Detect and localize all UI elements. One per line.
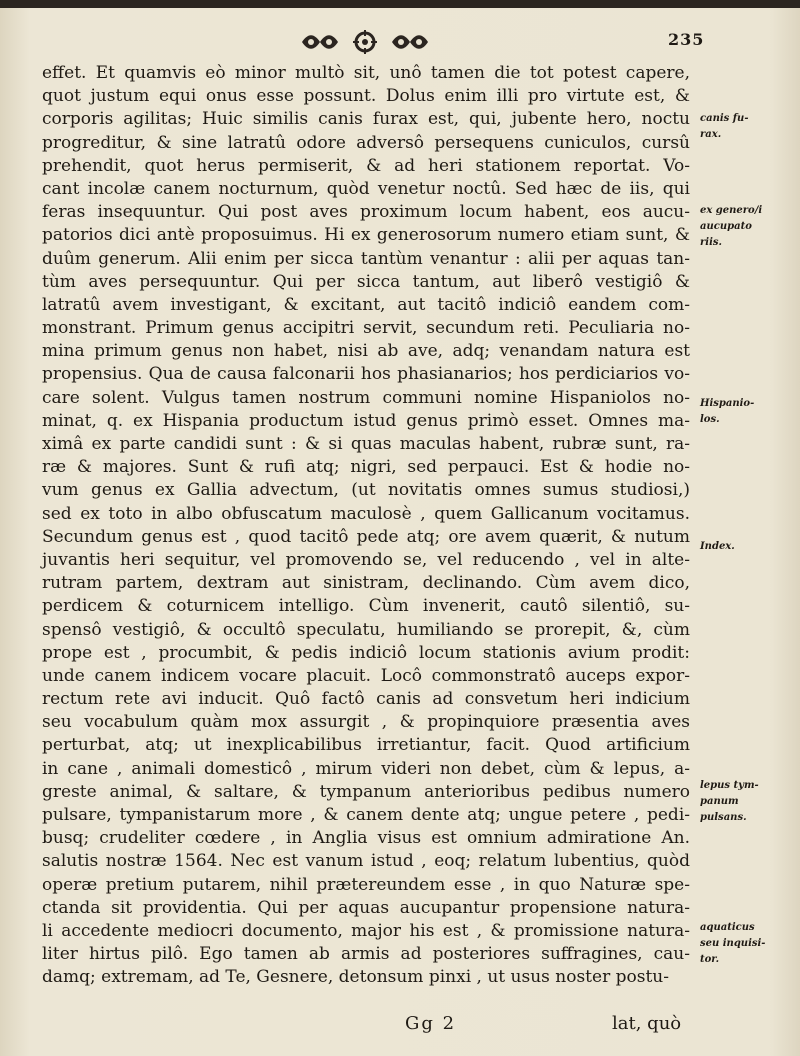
text-line: progreditur, & sine latratû odore adversô persequens cuniculos, cursû: [42, 132, 690, 153]
text-line: monstrant. Primum genus accipitri servit, secundum reti. Peculiaria no-: [42, 318, 690, 339]
text-line: prehendit, quot herus permiserit, & ad heri stationem reportat. Vo-: [42, 155, 690, 176]
marginal-note: panum: [700, 796, 739, 807]
text-line: corporis agilitas; Huic similis canis furax est, qui, jubente hero, noctu: [42, 109, 690, 130]
text-line: juvantis heri sequitur, vel promovendo se, vel reducendo , vel in alte-: [42, 549, 690, 570]
printer-ornament-icon: [300, 30, 430, 54]
marginal-note: aquaticus: [700, 922, 755, 933]
text-line: tùm aves persequuntur. Qui per sicca tantum, aut liberô vestigiô &: [42, 271, 690, 292]
text-line: ximâ ex parte candidi sunt : & si quas maculas habent, rubræ sunt, ra-: [42, 434, 690, 454]
text-line: quot justum equi onus esse possunt. Dolus enim illi pro virtute est, &: [42, 86, 690, 107]
marginal-note: canis fu-: [700, 113, 749, 124]
page-number: 235: [668, 30, 705, 49]
text-line: spensô vestigiô, & occultô speculatu, humiliando se prorepit, &, cùm: [42, 619, 690, 640]
text-line: care solent. Vulgus tamen nostrum communi nomine Hispaniolos no-: [42, 387, 690, 408]
text-line: damq; extremam, ad Te, Gesnere, detonsum pinxi , ut usus noster postu-: [42, 967, 669, 988]
catchword: lat, quò: [612, 1013, 682, 1034]
marginal-note: pulsans.: [700, 812, 747, 823]
text-line: patorios dici antè proposuimus. Hi ex generosorum numero etiam sunt, &: [42, 225, 690, 246]
text-line: rutram partem, dextram aut sinistram, declinando. Cùm avem dico,: [42, 573, 690, 594]
marginal-note: rax.: [700, 129, 722, 140]
text-line: prope est , procumbit, & pedis indiciô locum stationis avium prodit:: [42, 642, 690, 663]
printer-ornament-center-icon: [353, 30, 377, 54]
printer-ornament-left-icon: [300, 31, 340, 53]
marginal-note: ex genero/i: [700, 205, 763, 216]
printer-ornament-right-icon: [390, 31, 430, 53]
text-line: duûm generum. Alii enim per sicca tantùm venantur : alii per aquas tan-: [42, 248, 690, 269]
text-line: ctanda sit providentia. Qui per aquas aucupantur propensione natura-: [42, 897, 690, 918]
text-line: li accedente mediocri documento, major his est , & promissione natura-: [42, 920, 690, 941]
text-line: effet. Et quamvis eò minor multò sit, unô tamen die tot potest capere,: [42, 63, 690, 83]
text-line: seu vocabulum quàm mox assurgit , & propinquiore præsentia aves: [42, 712, 690, 733]
text-line: mina primum genus non habet, nisi ab ave, adq; venandam natura est: [42, 341, 690, 362]
text-line: in cane , animali domesticô , mirum videri non debet, cùm & lepus, a-: [42, 758, 690, 779]
text-line: perdicem & coturnicem intelligo. Cùm invenerit, cautô silentiô, su-: [42, 596, 690, 617]
marginal-note: tor.: [700, 954, 720, 965]
text-line: vum genus ex Gallia advectum, (ut novitatis omnes sumus studiosi,): [42, 480, 690, 501]
body-text: [42, 62, 690, 990]
page-top-edge: [0, 0, 800, 8]
text-line: feras insequuntur. Qui post aves proximum locum habent, eos aucu-: [42, 202, 690, 223]
marginal-note: lepus tym-: [700, 780, 759, 791]
text-line: sed ex toto in albo obfuscatum maculosè , quem Gallicanum vocitamus.: [42, 503, 690, 524]
text-line: liter hirtus pilô. Ego tamen ab armis ad posteriores suffragines, cau-: [42, 944, 690, 965]
marginal-note: Index.: [700, 541, 735, 552]
marginal-note: los.: [700, 414, 720, 425]
marginal-note: seu inquisi-: [700, 938, 766, 949]
text-line: ræ & majores. Sunt & rufi atq; nigri, sed perpauci. Est & hodie no-: [42, 457, 690, 478]
text-line: cant incolæ canem nocturnum, quòd venetur noctû. Sed hæc de iis, qui: [42, 178, 690, 199]
text-line: salutis nostræ 1564. Nec est vanum istud , eoq; relatum lubentius, quòd: [42, 851, 690, 872]
text-line: minat, q. ex Hispania productum istud genus primò esset. Omnes ma-: [42, 410, 690, 431]
text-line: latratû avem investigant, & excitant, aut tacitô indiciô eandem com-: [42, 294, 690, 315]
text-line: perturbat, atq; ut inexplicabilibus irretiantur, facit. Quod artificium: [42, 735, 690, 756]
marginal-note: riis.: [700, 237, 722, 248]
text-line: rectum rete avi inducit. Quô factô canis ad consvetum heri indicium: [42, 689, 690, 710]
signature-mark: Gg 2: [405, 1013, 457, 1034]
text-line: pulsare, tympanistarum more , & canem dente atq; ungue petere , pedi-: [42, 805, 690, 825]
text-line: propensius. Qua de causa falconarii hos phasianarios; hos perdiciarios vo-: [42, 364, 690, 385]
marginal-note: Hispanio-: [700, 398, 755, 409]
marginal-note: aucupato: [700, 221, 752, 232]
text-line: unde canem indicem vocare placuit. Locô commonstratô auceps expor-: [42, 665, 690, 686]
text-line: Secundum genus est , quod tacitô pede atq; ore avem quærit, & nutum: [42, 526, 690, 547]
text-line: greste animal, & saltare, & tympanum anterioribus pedibus numero: [42, 781, 690, 802]
text-line: operæ pretium putarem, nihil prætereundem esse , in quo Naturæ spe-: [42, 874, 690, 895]
text-line: busq; crudeliter cœdere , in Anglia visus est omnium admiratione An.: [42, 828, 690, 849]
